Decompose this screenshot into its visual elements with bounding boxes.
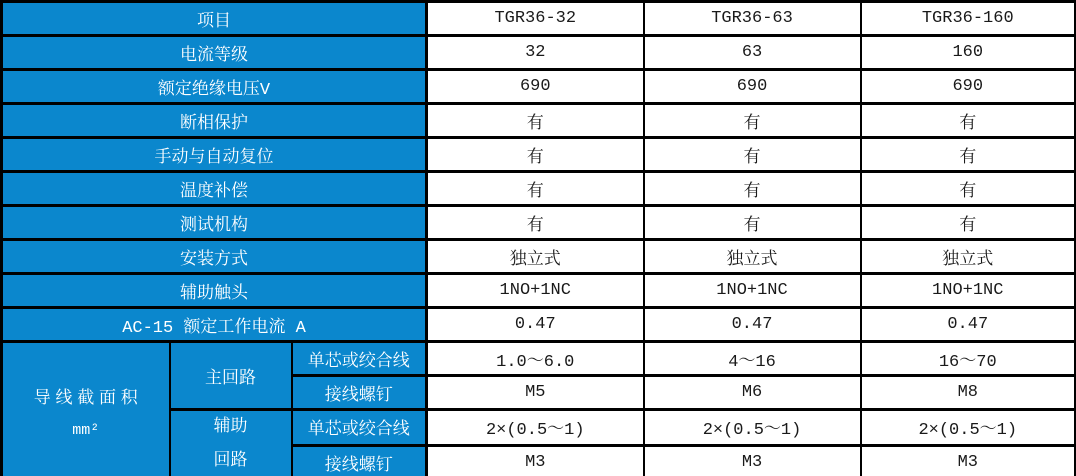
cell-value: 独立式 xyxy=(861,240,1076,274)
row-label: 断相保护 xyxy=(2,104,427,138)
cell-value: 有 xyxy=(861,206,1076,240)
sub-row-label: 单芯或绞合线 xyxy=(292,410,427,446)
table-row xyxy=(2,342,1076,376)
table-row xyxy=(2,240,1076,274)
sub-row-label: 单芯或绞合线 xyxy=(292,342,427,376)
table-row xyxy=(2,206,1076,240)
cell-value: 有 xyxy=(427,104,644,138)
cell-value: 160 xyxy=(861,36,1076,70)
cell-value: M5 xyxy=(427,376,644,410)
cell-value: 1.0～6.0 xyxy=(427,342,644,376)
cell-value: 2×(0.5～1) xyxy=(644,410,861,446)
cell-value: 有 xyxy=(861,172,1076,206)
row-label: 辅助触头 xyxy=(2,274,427,308)
subgroup-label-aux-circuit xyxy=(170,410,292,476)
cell-value: 690 xyxy=(861,70,1076,104)
cell-value: M3 xyxy=(644,445,861,476)
cell-value: 32 xyxy=(427,36,644,70)
cell-value: M3 xyxy=(427,445,644,476)
table-row xyxy=(2,172,1076,206)
cell-value: 有 xyxy=(644,206,861,240)
cell-value: 有 xyxy=(427,172,644,206)
row-label: 温度补偿 xyxy=(2,172,427,206)
cell-value: 有 xyxy=(644,104,861,138)
subgroup-label-line: 回路 xyxy=(213,452,248,471)
cell-value: 有 xyxy=(427,138,644,172)
table-row xyxy=(2,104,1076,138)
cell-value: M8 xyxy=(861,376,1076,410)
cell-value: 2×(0.5～1) xyxy=(861,410,1076,446)
row-label: 安装方式 xyxy=(2,240,427,274)
table-row xyxy=(2,36,1076,70)
cell-value: 有 xyxy=(861,104,1076,138)
header-item-label: 项目 xyxy=(2,2,427,36)
row-label: 额定绝缘电压V xyxy=(2,70,427,104)
table-row xyxy=(2,70,1076,104)
column-header: TGR36-32 xyxy=(427,2,644,36)
cell-value: 1NO+1NC xyxy=(644,274,861,308)
sub-row-label: 接线螺钉 xyxy=(292,376,427,410)
cell-value: 0.47 xyxy=(861,308,1076,342)
cell-value: 0.47 xyxy=(644,308,861,342)
cell-value: 690 xyxy=(427,70,644,104)
cell-value: 有 xyxy=(644,172,861,206)
row-label: 手动与自动复位 xyxy=(2,138,427,172)
subgroup-label-main-circuit: 主回路 xyxy=(170,342,292,410)
cell-value: M6 xyxy=(644,376,861,410)
column-header: TGR36-63 xyxy=(644,2,861,36)
cell-value: 有 xyxy=(861,138,1076,172)
wire-section-group-label xyxy=(2,342,170,476)
row-label: 测试机构 xyxy=(2,206,427,240)
subgroup-label-line: 辅助 xyxy=(213,418,248,437)
row-label: 电流等级 xyxy=(2,36,427,70)
cell-value: 有 xyxy=(644,138,861,172)
cell-value: 有 xyxy=(427,206,644,240)
column-header: TGR36-160 xyxy=(861,2,1076,36)
cell-value: 4～16 xyxy=(644,342,861,376)
cell-value: 独立式 xyxy=(644,240,861,274)
wire-section-title: 导线截面积 xyxy=(33,390,143,409)
cell-value: 独立式 xyxy=(427,240,644,274)
cell-value: M3 xyxy=(861,445,1076,476)
table-row xyxy=(2,308,1076,342)
cell-value: 16～70 xyxy=(861,342,1076,376)
cell-value: 690 xyxy=(644,70,861,104)
row-label: AC-15 额定工作电流 A xyxy=(2,308,427,342)
cell-value: 0.47 xyxy=(427,308,644,342)
cell-value: 1NO+1NC xyxy=(427,274,644,308)
sub-row-label: 接线螺钉 xyxy=(292,445,427,476)
cell-value: 1NO+1NC xyxy=(861,274,1076,308)
cell-value: 63 xyxy=(644,36,861,70)
table-row xyxy=(2,138,1076,172)
cell-value: 2×(0.5～1) xyxy=(427,410,644,446)
wire-section-unit: mm² xyxy=(72,422,100,439)
table-row xyxy=(2,2,1076,36)
table-row xyxy=(2,274,1076,308)
